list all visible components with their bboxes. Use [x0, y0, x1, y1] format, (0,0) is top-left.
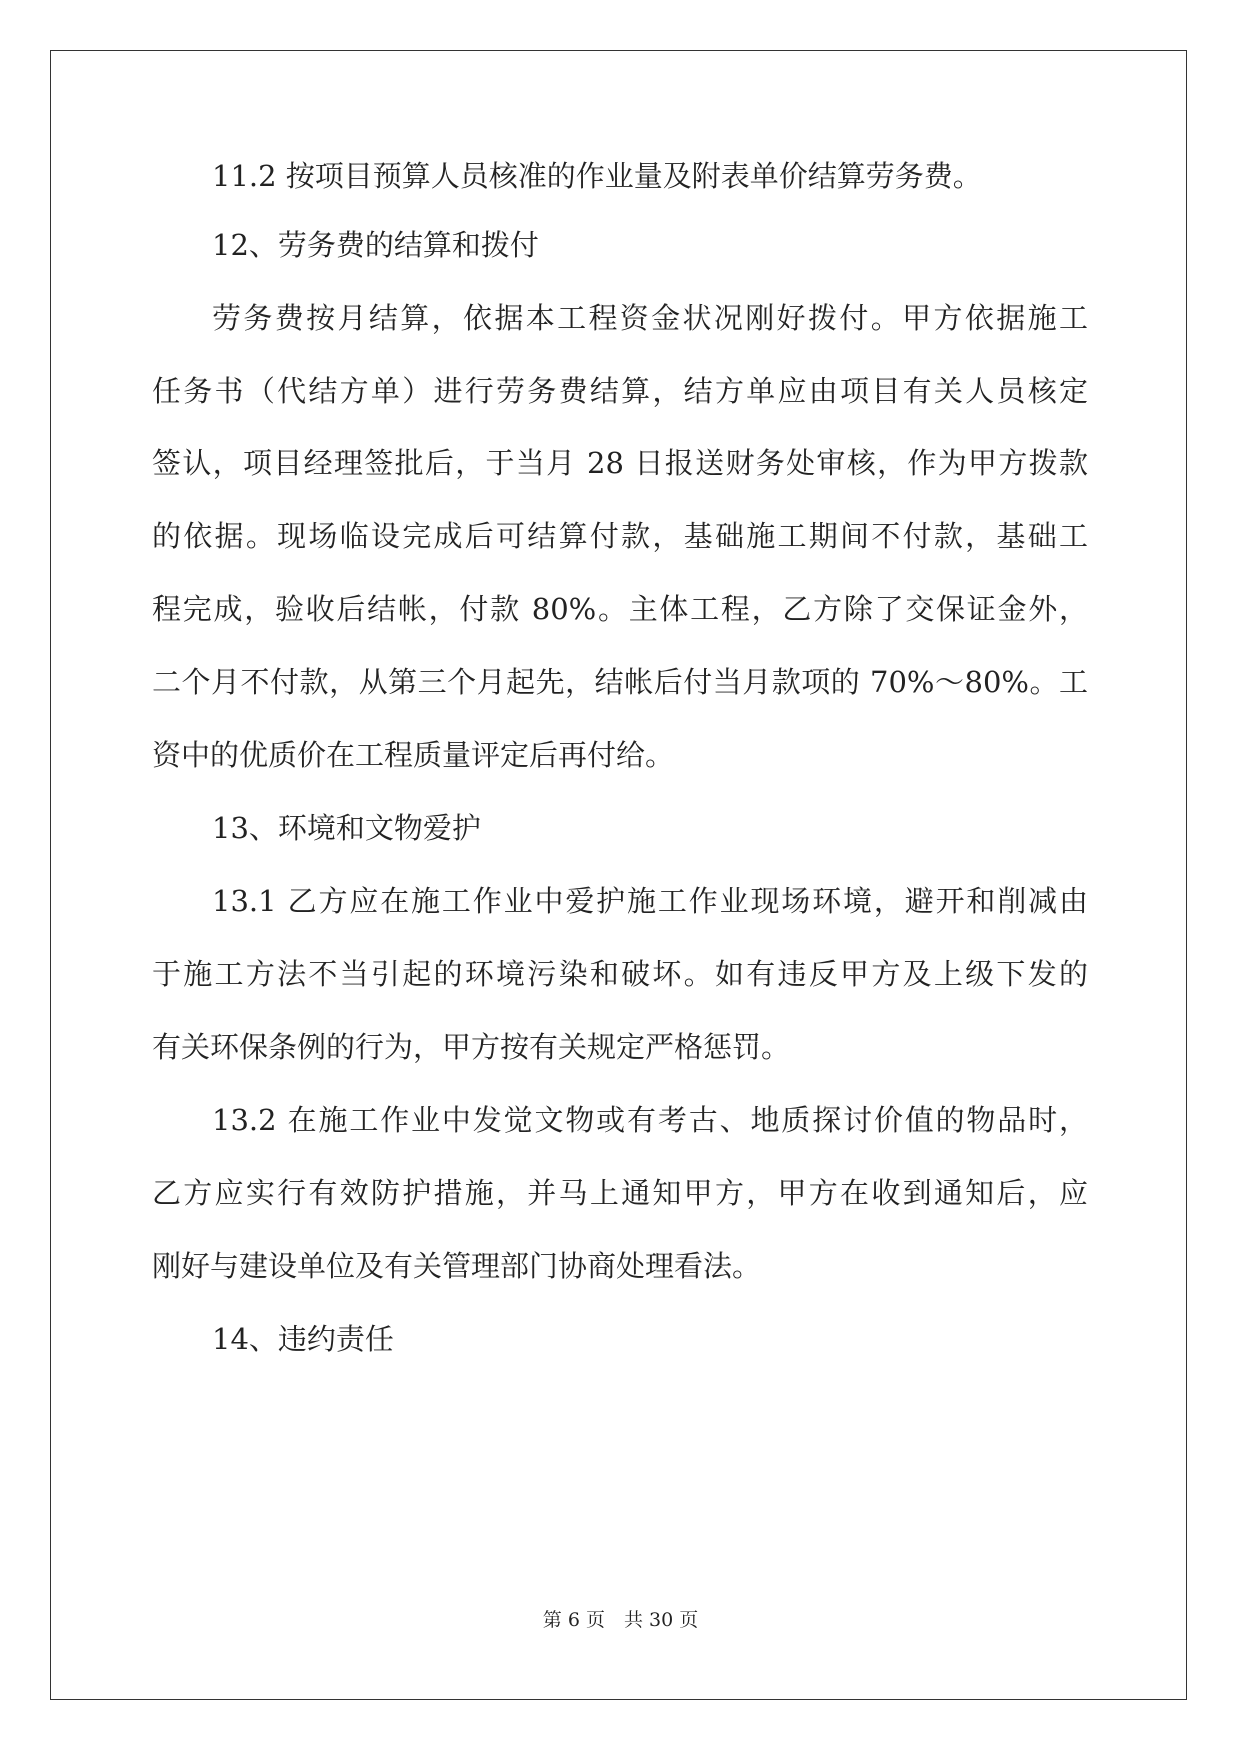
- section-heading: 13、环境和文物爱护: [212, 811, 481, 845]
- text-line: 劳务费按月结算，依据本工程资金状况刚好拨付。甲方依据施工: [212, 301, 1088, 335]
- text-line: 程完成，验收后结帐，付款 80%。主体工程，乙方除了交保证金外，: [152, 592, 1088, 626]
- text-line: 资中的优质价在工程质量评定后再付给。: [152, 738, 675, 772]
- text-line: 11.2 按项目预算人员核准的作业量及附表单价结算劳务费。: [212, 159, 982, 193]
- section-heading: 12、劳务费的结算和拨付: [212, 228, 539, 262]
- text-line: 13.1 乙方应在施工作业中爱护施工作业现场环境，避开和削减由: [212, 884, 1088, 918]
- text-line: 乙方应实行有效防护措施，并马上通知甲方，甲方在收到通知后，应: [152, 1176, 1088, 1210]
- text-line: 签认，项目经理签批后，于当月 28 日报送财务处审核，作为甲方拨款: [152, 446, 1088, 480]
- text-line: 二个月不付款，从第三个月起先，结帐后付当月款项的 70%～80%。工: [152, 665, 1088, 699]
- text-line: 任务书（代结方单）进行劳务费结算，结方单应由项目有关人员核定: [152, 374, 1088, 408]
- text-line: 13.2 在施工作业中发觉文物或有考古、地质探讨价值的物品时，: [212, 1103, 1088, 1137]
- text-line: 于施工方法不当引起的环境污染和破坏。如有违反甲方及上级下发的: [152, 957, 1088, 991]
- text-line: 刚好与建设单位及有关管理部门协商处理看法。: [152, 1249, 762, 1283]
- text-line: 有关环保条例的行为，甲方按有关规定严格惩罚。: [152, 1030, 791, 1064]
- section-heading: 14、违约责任: [212, 1322, 394, 1356]
- text-line: 的依据。现场临设完成后可结算付款，基础施工期间不付款，基础工: [152, 519, 1088, 553]
- page-number-footer: 第 6 页 共 30 页: [542, 1609, 699, 1631]
